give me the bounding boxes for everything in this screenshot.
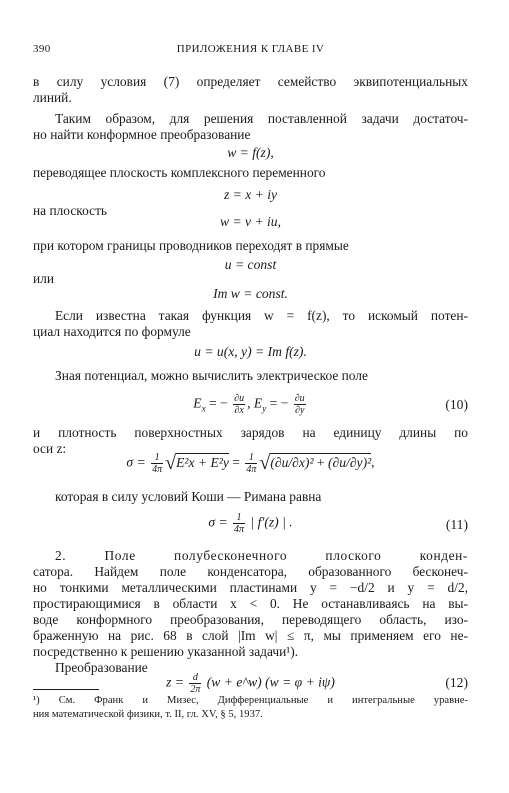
equation-w-v-iu: w = v + iu, xyxy=(219,214,281,229)
equation-number-12: (12) xyxy=(445,675,468,690)
footnote-line-2: ния математической физики, т. II, гл. XV, § 5, 1937. xyxy=(33,708,263,720)
section-2-line-3: но тонкими металлическими пластинами y = −d/2 и y = d/2, xyxy=(33,580,468,595)
equation-im-w-const: Im w = const. xyxy=(213,286,288,301)
section-2-line-4: простирающимися в области x < 0. Не останавливаясь на вы- xyxy=(33,596,468,611)
section-2-line-2: сатора. Найдем поле конденсатора, образованного бесконеч- xyxy=(33,564,468,579)
equation-number-11: (11) xyxy=(445,517,468,532)
para-3: переводящее плоскость комплексного переменного xyxy=(33,165,326,180)
para-1-line-2: линий. xyxy=(33,90,72,105)
equation-sigma: σ = $\frac{1}{4\pi}$ √E²x + E²y = $\frac{1}{4\pi}$ √(∂u/∂x)² + (∂u/∂y)², xyxy=(126,452,375,475)
para-4: на плоскость xyxy=(33,203,108,218)
para-7-line-2: циал находится по формуле xyxy=(33,324,191,339)
para-7-line-1: Если известна такая функция w = f(z), то искомый потен- xyxy=(55,308,468,323)
section-2-line-7: посредственно к решению указанной задачи¹). xyxy=(33,644,299,659)
para-2-line-1: Таким образом, для решения поставленной задачи достаточ- xyxy=(55,111,468,126)
para-9-line-1: и плотность поверхностных зарядов на единицу длины по xyxy=(33,425,468,440)
para-9-line-2: оси z: xyxy=(33,441,67,456)
footnote-line-1: ¹) См. Франк и Мизес, Дифференциальные и интегральные уравне- xyxy=(33,695,468,706)
footnote xyxy=(33,694,468,721)
section-2-line-5: воде конформного преобразования, переводящего область, изо- xyxy=(33,612,468,627)
para-8: Зная потенциал, можно вычислить электрическое поле xyxy=(55,368,368,383)
equation-z-x-iy: z = x + iy xyxy=(223,187,278,202)
para-11: Преобразование xyxy=(55,660,148,675)
page-header xyxy=(33,43,468,59)
equation-w-f-z: w = f(z), xyxy=(227,145,274,160)
equation-number-10: (10) xyxy=(445,397,468,412)
section-2-line-6: браженную на рис. 68 в слой |Im w| ≤ π, мы применяем его не- xyxy=(33,628,468,643)
section-2-line-1: 2. Поле полубесконечного плоского конден- xyxy=(55,548,468,563)
para-2-line-2: но найти конформное преобразование xyxy=(33,127,251,142)
para-10: которая в силу условий Коши — Римана равна xyxy=(55,489,322,504)
equation-11: σ = $\frac{1}{4\pi}$ | f′(z) | . (11) xyxy=(208,512,468,535)
equation-potential: u = u(x, y) = Im f(z). xyxy=(194,344,307,359)
equation-10: $E_x$ = − $\frac{\partial u}{\partial x}$ , $E_y$ = − $\frac{\partial u}{\partial y}$ (10) xyxy=(193,393,468,416)
page-number: 390 xyxy=(33,43,51,55)
equation-12: z = $\frac{d}{2\pi}$ (w + e^w) (w = φ + iψ) (12) xyxy=(166,672,468,695)
para-5: при котором границы проводников переходят в прямые xyxy=(33,238,349,253)
para-1-line-1: в силу условия (7) определяет семейство эквипотенциальных xyxy=(33,74,468,89)
para-6: или xyxy=(33,271,55,286)
running-title: ПРИЛОЖЕНИЯ К ГЛАВЕ IV xyxy=(176,43,325,55)
equation-u-const: u = const xyxy=(224,257,277,272)
